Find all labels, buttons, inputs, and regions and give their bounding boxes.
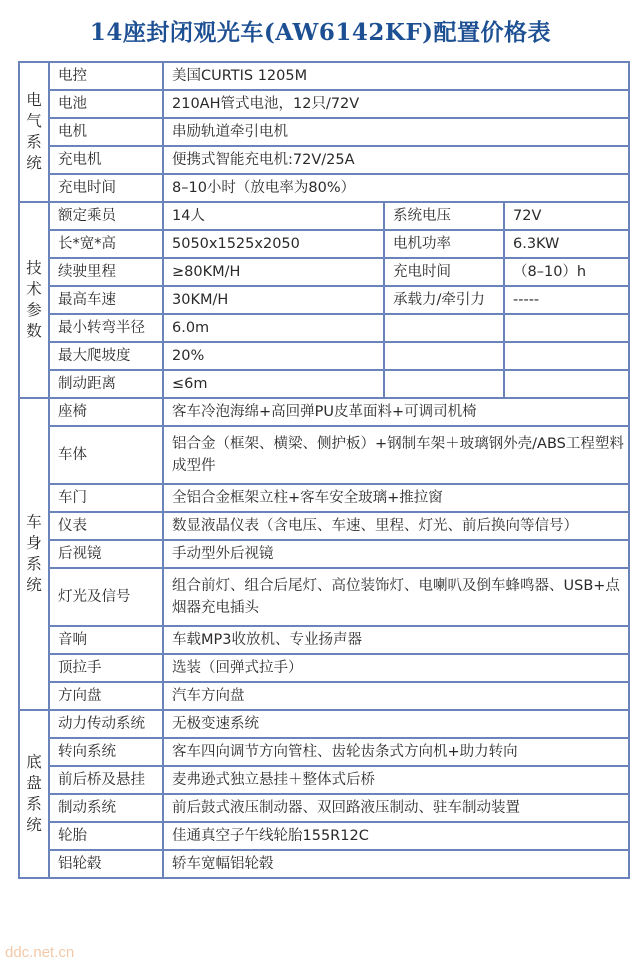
row-label: 充电时间 bbox=[49, 174, 163, 202]
row-value-2 bbox=[504, 314, 629, 342]
table-row bbox=[19, 230, 629, 258]
row-label: 制动系统 bbox=[49, 794, 163, 822]
row-label-2: 系统电压 bbox=[384, 202, 504, 230]
table-row bbox=[19, 90, 629, 118]
table-row bbox=[19, 654, 629, 682]
row-label-2: 电机功率 bbox=[384, 230, 504, 258]
row-label: 仪表 bbox=[49, 512, 163, 540]
row-label: 后视镜 bbox=[49, 540, 163, 568]
group-tech: 技术参数 bbox=[19, 202, 49, 398]
row-value: 5050x1525x2050 bbox=[163, 230, 384, 258]
row-value: 便携式智能充电机:72V/25A bbox=[163, 146, 629, 174]
row-label: 铝轮毂 bbox=[49, 850, 163, 878]
row-value: 全铝合金框架立柱+客车安全玻璃+推拉窗 bbox=[163, 484, 629, 512]
row-value: 串励轨道牵引电机 bbox=[163, 118, 629, 146]
row-label-2 bbox=[384, 370, 504, 398]
watermark: ddc.net.cn bbox=[5, 944, 75, 961]
table-row bbox=[19, 738, 629, 766]
row-value: 数显液晶仪表（含电压、车速、里程、灯光、前后换向等信号） bbox=[163, 512, 629, 540]
row-label: 最高车速 bbox=[49, 286, 163, 314]
table-row bbox=[19, 258, 629, 286]
table-row bbox=[19, 822, 629, 850]
row-value: 麦弗逊式独立悬挂＋整体式后桥 bbox=[163, 766, 629, 794]
table-row bbox=[19, 484, 629, 512]
row-value-2 bbox=[504, 370, 629, 398]
row-value: 30KM/H bbox=[163, 286, 384, 314]
row-value: ≥80KM/H bbox=[163, 258, 384, 286]
row-value-2: （8–10）h bbox=[504, 258, 629, 286]
row-value: 6.0m bbox=[163, 314, 384, 342]
row-value: 车载MP3收放机、专业扬声器 bbox=[163, 626, 629, 654]
row-label: 额定乘员 bbox=[49, 202, 163, 230]
spec-table bbox=[18, 61, 630, 879]
row-label: 顶拉手 bbox=[49, 654, 163, 682]
row-label: 车体 bbox=[49, 426, 163, 484]
table-row bbox=[19, 370, 629, 398]
row-value: 组合前灯、组合后尾灯、高位装饰灯、电喇叭及倒车蜂鸣器、USB+点烟器充电插头 bbox=[163, 568, 629, 626]
row-label: 方向盘 bbox=[49, 682, 163, 710]
table-row bbox=[19, 794, 629, 822]
table-row bbox=[19, 568, 629, 626]
row-label: 车门 bbox=[49, 484, 163, 512]
table-row bbox=[19, 426, 629, 484]
row-value-2: 6.3KW bbox=[504, 230, 629, 258]
row-value: 客车冷泡海绵+高回弹PU皮革面料+可调司机椅 bbox=[163, 398, 629, 426]
table-row bbox=[19, 766, 629, 794]
row-value: 无极变速系统 bbox=[163, 710, 629, 738]
table-row bbox=[19, 626, 629, 654]
table-row bbox=[19, 850, 629, 878]
row-value-2: 72V bbox=[504, 202, 629, 230]
row-label: 最小转弯半径 bbox=[49, 314, 163, 342]
row-label: 最大爬坡度 bbox=[49, 342, 163, 370]
row-value: 美国CURTIS 1205M bbox=[163, 62, 629, 90]
row-label: 前后桥及悬挂 bbox=[49, 766, 163, 794]
row-value: 客车四向调节方向管柱、齿轮齿条式方向机+助力转向 bbox=[163, 738, 629, 766]
row-label: 电池 bbox=[49, 90, 163, 118]
row-label: 音响 bbox=[49, 626, 163, 654]
group-electric: 电气系统 bbox=[19, 62, 49, 202]
row-value-2 bbox=[504, 342, 629, 370]
page-title: 14座封闭观光车(AW6142KF)配置价格表 bbox=[89, 19, 552, 46]
table-row bbox=[19, 314, 629, 342]
table-row bbox=[19, 146, 629, 174]
row-label: 长*宽*高 bbox=[49, 230, 163, 258]
row-label-2 bbox=[384, 314, 504, 342]
table-row bbox=[19, 710, 629, 738]
table-row bbox=[19, 62, 629, 90]
row-value: 14人 bbox=[163, 202, 384, 230]
row-value: 8–10小时（放电率为80%） bbox=[163, 174, 629, 202]
row-value: 前后鼓式液压制动器、双回路液压制动、驻车制动装置 bbox=[163, 794, 629, 822]
table-row bbox=[19, 174, 629, 202]
row-label: 灯光及信号 bbox=[49, 568, 163, 626]
table-row bbox=[19, 512, 629, 540]
table-row bbox=[19, 202, 629, 230]
row-value: 20% bbox=[163, 342, 384, 370]
row-value: 佳通真空子午线轮胎155R12C bbox=[163, 822, 629, 850]
table-row bbox=[19, 540, 629, 568]
row-value: 汽车方向盘 bbox=[163, 682, 629, 710]
row-label: 轮胎 bbox=[49, 822, 163, 850]
table-row bbox=[19, 342, 629, 370]
row-value: 选装（回弹式拉手） bbox=[163, 654, 629, 682]
row-value: 手动型外后视镜 bbox=[163, 540, 629, 568]
row-label: 充电机 bbox=[49, 146, 163, 174]
row-label: 制动距离 bbox=[49, 370, 163, 398]
row-label: 动力传动系统 bbox=[49, 710, 163, 738]
row-label-2 bbox=[384, 342, 504, 370]
row-value: 轿车宽幅铝轮毂 bbox=[163, 850, 629, 878]
table-row bbox=[19, 286, 629, 314]
group-body: 车身系统 bbox=[19, 398, 49, 710]
row-label: 转向系统 bbox=[49, 738, 163, 766]
row-label: 续驶里程 bbox=[49, 258, 163, 286]
row-label: 电机 bbox=[49, 118, 163, 146]
row-label-2: 承载力/牵引力 bbox=[384, 286, 504, 314]
row-value: 210AH管式电池，12只/72V bbox=[163, 90, 629, 118]
row-label: 座椅 bbox=[49, 398, 163, 426]
table-row bbox=[19, 118, 629, 146]
group-chassis: 底盘系统 bbox=[19, 710, 49, 878]
row-value: ≤6m bbox=[163, 370, 384, 398]
row-value: 铝合金（框架、横梁、侧护板）+钢制车架＋玻璃钢外壳/ABS工程塑料成型件 bbox=[163, 426, 629, 484]
table-row bbox=[19, 682, 629, 710]
row-value-2: ----- bbox=[504, 286, 629, 314]
row-label-2: 充电时间 bbox=[384, 258, 504, 286]
row-label: 电控 bbox=[49, 62, 163, 90]
table-row bbox=[19, 398, 629, 426]
